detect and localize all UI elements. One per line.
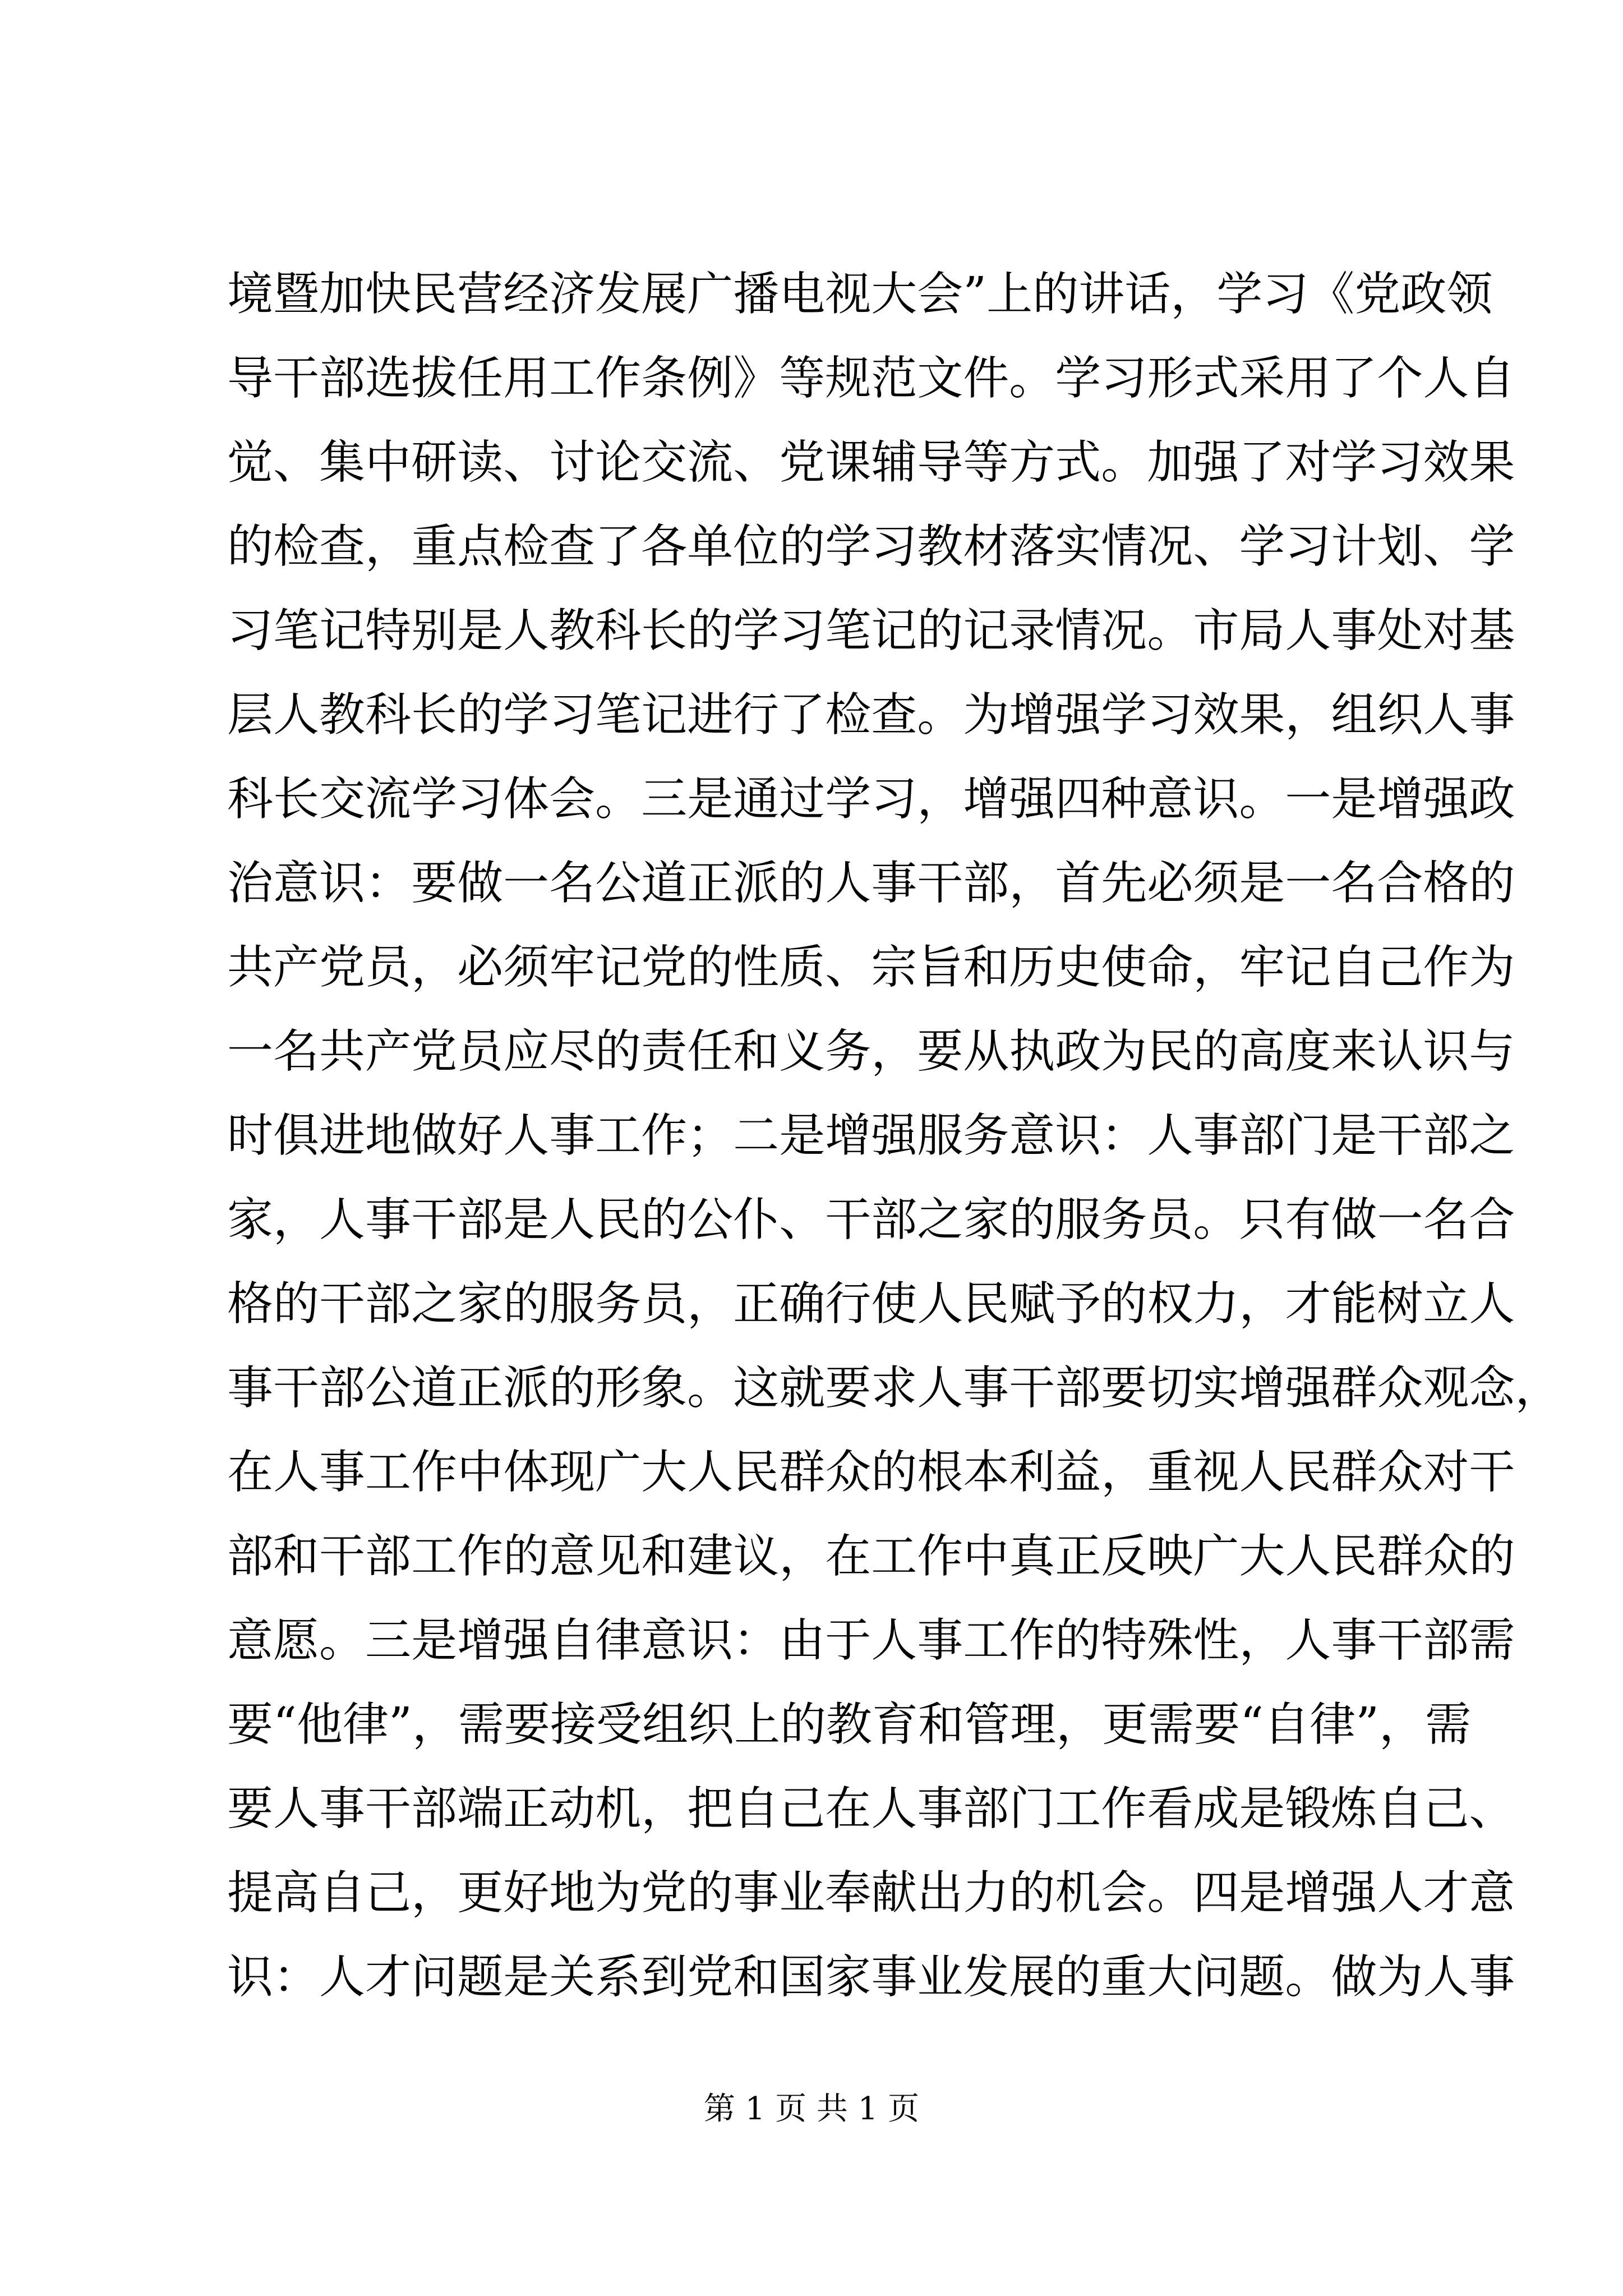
text-line: 的 检 查 ， 重 点 检 查 了 各 单 位 的 学 习 教 材 落 实 情 况 、 学 习 计 划 、 学 xyxy=(227,520,1515,573)
text-line: 层 人 教 科 长 的 学 习 笔 记 进 行 了 检 查 。 为 增 强 学 习 效 果 ， 组 织 人 事 xyxy=(227,688,1515,742)
text-line: 家 ， 人 事 干 部 是 人 民 的 公 仆 、 干 部 之 家 的 服 务 员 。 只 有 做 一 名 合 xyxy=(227,1193,1515,1246)
body-text xyxy=(227,252,1561,2019)
text-line: 要 人 事 干 部 端 正 动 机 ， 把 自 己 在 人 事 部 门 工 作 看 成 是 锻 炼 自 己 、 xyxy=(227,1782,1515,1835)
text-line: 导 干 部 选 拔 任 用 工 作 条 例 》 等 规 范 文 件 。 学 习 形 式 采 用 了 个 人 自 xyxy=(227,352,1515,405)
text-line: 觉 、 集 中 研 读 、 讨 论 交 流 、 党 课 辅 导 等 方 式 。 加 强 了 对 学 习 效 果 xyxy=(227,436,1515,489)
text-line: 意 愿 。 三 是 增 强 自 律 意 识 ： 由 于 人 事 工 作 的 特 殊 性 ， 人 事 干 部 需 xyxy=(227,1614,1515,1667)
text-line: 要 “ 他 律 ” ， 需 要 接 受 组 织 上 的 教 育 和 管 理 ， 更 需 要 “ 自 律 ” ， 需 xyxy=(227,1698,1472,1751)
text-line: 在 人 事 工 作 中 体 现 广 大 人 民 群 众 的 根 本 利 益 ， 重 视 人 民 群 众 对 干 xyxy=(227,1446,1515,1499)
text-line: 治 意 识 ： 要 做 一 名 公 道 正 派 的 人 事 干 部 ， 首 先 必 须 是 一 名 合 格 的 xyxy=(227,857,1515,910)
text-line: 时 俱 进 地 做 好 人 事 工 作 ； 二 是 增 强 服 务 意 识 ： 人 事 部 门 是 干 部 之 xyxy=(227,1109,1515,1162)
text-line: 境 暨 加 快 民 营 经 济 发 展 广 播 电 视 大 会 ” 上 的 讲 话 ， 学 习 《 党 政 领 xyxy=(227,268,1493,321)
text-line: 习 笔 记 特 别 是 人 教 科 长 的 学 习 笔 记 的 记 录 情 况 。 市 局 人 事 处 对 基 xyxy=(227,604,1515,657)
page-footer: 第 1 页 共 1 页 xyxy=(703,2091,920,2127)
text-line: 部 和 干 部 工 作 的 意 见 和 建 议 ， 在 工 作 中 真 正 反 映 广 大 人 民 群 众 的 xyxy=(227,1530,1515,1583)
text-line: 事 干 部 公 道 正 派 的 形 象 。 这 就 要 求 人 事 干 部 要 切 实 增 强 群 众 观 念 ， xyxy=(227,1361,1561,1415)
text-line: 一 名 共 产 党 员 应 尽 的 责 任 和 义 务 ， 要 从 执 政 为 民 的 高 度 来 认 识 与 xyxy=(227,1025,1515,1078)
text-line: 格 的 干 部 之 家 的 服 务 员 ， 正 确 行 使 人 民 赋 予 的 权 力 ， 才 能 树 立 人 xyxy=(227,1277,1515,1331)
text-line: 识 ： 人 才 问 题 是 关 系 到 党 和 国 家 事 业 发 展 的 重 大 问 题 。 做 为 人 事 xyxy=(227,1950,1515,2004)
text-line: 共 产 党 员 ， 必 须 牢 记 党 的 性 质 、 宗 旨 和 历 史 使 命 ， 牢 记 自 己 作 为 xyxy=(227,941,1515,994)
text-line: 提 高 自 己 ， 更 好 地 为 党 的 事 业 奉 献 出 力 的 机 会 。 四 是 增 强 人 才 意 xyxy=(227,1866,1515,1920)
text-line: 科 长 交 流 学 习 体 会 。 三 是 通 过 学 习 ， 增 强 四 种 意 识 。 一 是 增 强 政 xyxy=(227,772,1515,826)
